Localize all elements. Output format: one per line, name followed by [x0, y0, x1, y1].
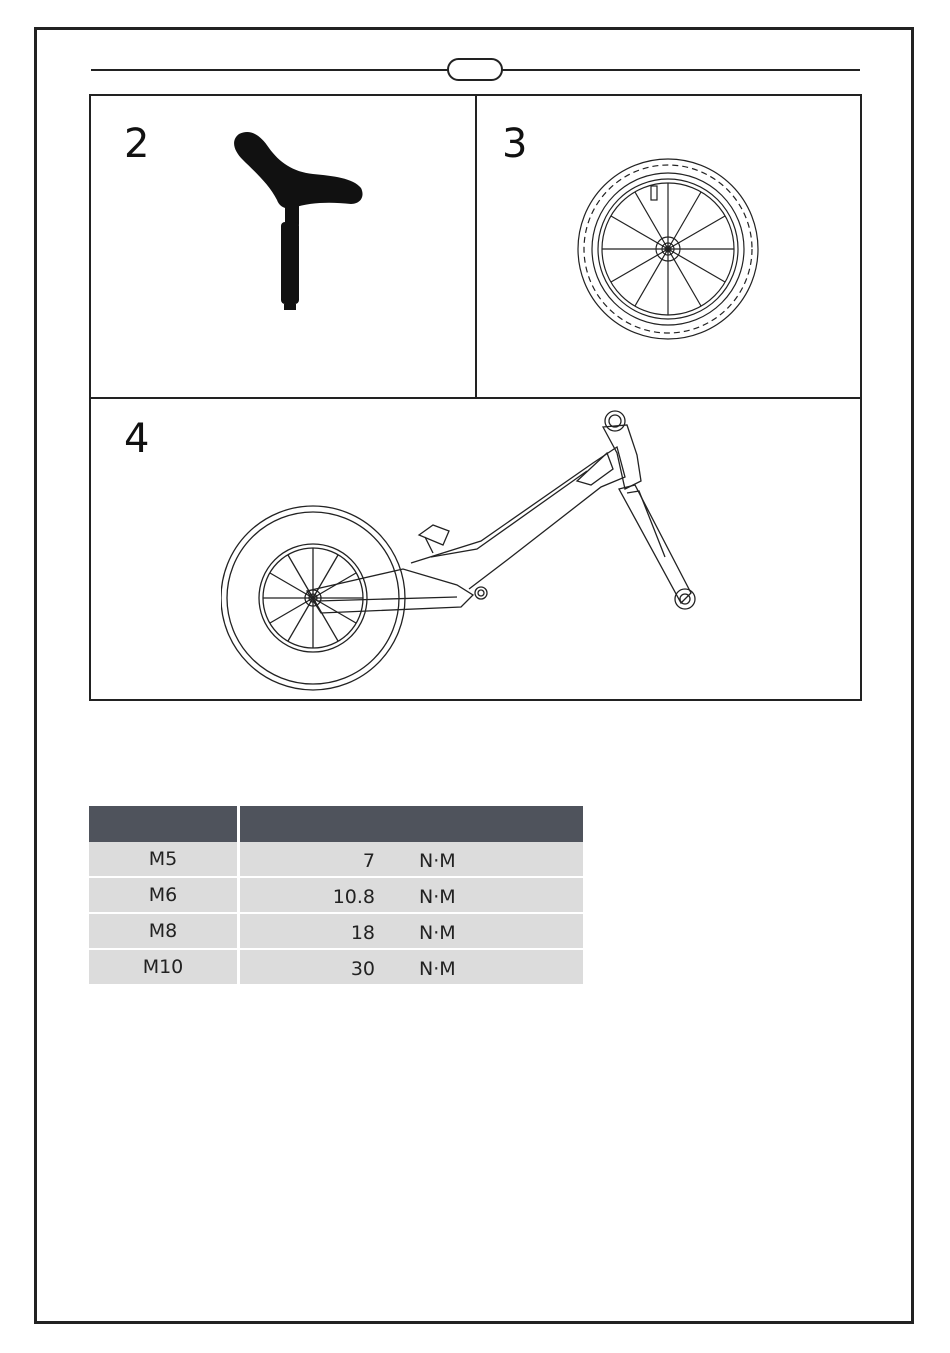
- table-header-row: [89, 806, 583, 842]
- wheel-icon: [575, 156, 761, 342]
- torque-unit: N·M: [419, 922, 456, 944]
- bolt-size-cell: M5: [89, 842, 239, 877]
- torque-value: 7: [362, 850, 375, 872]
- balance-bike-frame-icon: [221, 407, 711, 697]
- torque-value: 10.8: [332, 886, 375, 908]
- step-number: 2: [124, 121, 150, 167]
- torque-cell: [239, 842, 584, 877]
- table-row: [89, 877, 583, 913]
- seat-post-icon: [221, 126, 381, 316]
- table-row: [89, 949, 583, 985]
- table-row: [89, 842, 583, 877]
- table-row: [89, 913, 583, 949]
- torque-unit: N·M: [419, 850, 456, 872]
- column-header-size: [89, 806, 239, 842]
- torque-cell: [239, 877, 584, 913]
- panel-seat: [89, 94, 477, 399]
- torque-value: 30: [350, 958, 375, 980]
- bolt-size-cell: M10: [89, 949, 239, 985]
- torque-value: 18: [350, 922, 375, 944]
- panel-frame: [89, 397, 862, 701]
- column-header-torque: [239, 806, 584, 842]
- step-number: 4: [124, 416, 150, 462]
- step-number: 3: [502, 121, 528, 167]
- torque-table: [89, 806, 583, 986]
- panel-wheel: [475, 94, 862, 399]
- torque-unit: N·M: [419, 958, 456, 980]
- page-number-badge: [447, 58, 503, 81]
- bolt-size-cell: M8: [89, 913, 239, 949]
- torque-unit: N·M: [419, 886, 456, 908]
- torque-cell: [239, 913, 584, 949]
- bolt-size-cell: M6: [89, 877, 239, 913]
- torque-cell: [239, 949, 584, 985]
